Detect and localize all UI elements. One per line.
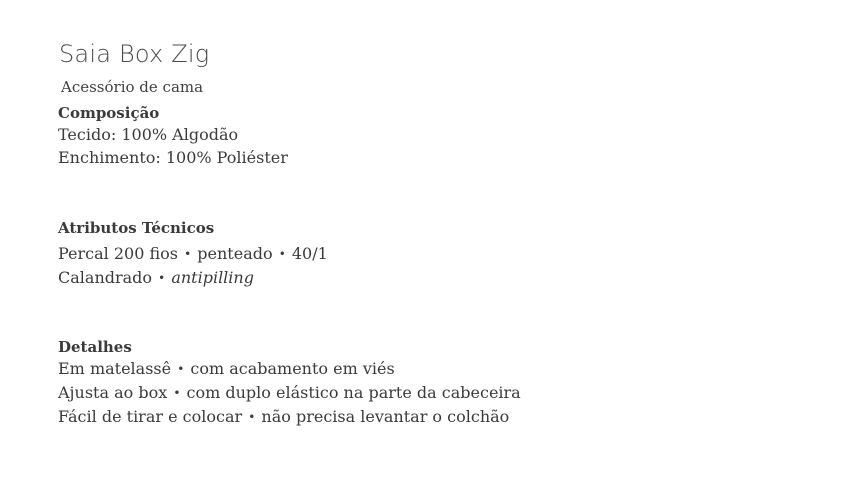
details-line <box>58 405 521 429</box>
attribute-combed: penteado <box>197 244 273 263</box>
composition-heading: Composição <box>58 104 160 122</box>
detail-description: com duplo elástico na parte da cabeceira <box>186 383 521 402</box>
details-line <box>58 357 521 381</box>
detail-description: não precisa levantar o colchão <box>261 407 510 426</box>
details-section <box>58 337 521 429</box>
composition-section <box>58 103 288 169</box>
attribute-calendered: Calandrado <box>58 268 153 287</box>
detail-label: Ajusta ao box <box>58 383 168 402</box>
detail-description: com acabamento em viés <box>190 359 395 378</box>
technical-attributes-line-1 <box>58 242 328 266</box>
detail-label: Fácil de tirar e colocar <box>58 407 243 426</box>
detail-label: Em matelassê <box>58 359 172 378</box>
technical-attributes-section <box>58 218 328 290</box>
composition-line-fabric: Tecido: 100% Algodão <box>58 125 239 144</box>
composition-line-filling: Enchimento: 100% Poliéster <box>58 148 288 167</box>
details-heading: Detalhes <box>58 338 132 356</box>
product-subtitle: Acessório de cama <box>61 78 204 96</box>
attribute-yarn: 40/1 <box>291 244 328 263</box>
bullet-separator: • <box>158 271 166 285</box>
bullet-separator: • <box>248 410 256 424</box>
technical-attributes-heading: Atributos Técnicos <box>58 219 215 237</box>
details-line <box>58 381 521 405</box>
bullet-separator: • <box>177 362 185 376</box>
attribute-thread-count: Percal 200 fios <box>58 244 179 263</box>
attribute-antipilling: antipilling <box>171 268 254 287</box>
product-title: Saia Box Zig <box>59 40 210 68</box>
bullet-separator: • <box>278 247 286 261</box>
technical-attributes-line-2 <box>58 266 328 290</box>
bullet-separator: • <box>184 247 192 261</box>
bullet-separator: • <box>173 386 181 400</box>
